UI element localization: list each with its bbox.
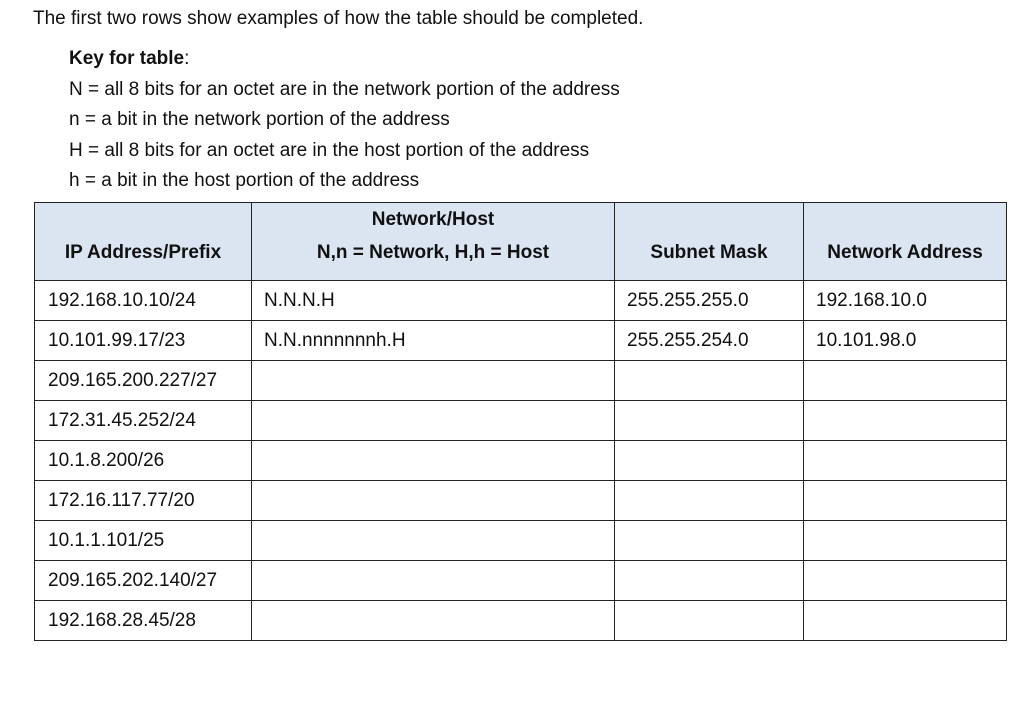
table-row (35, 481, 1007, 521)
cell-network-address[interactable]: 10.101.98.0 (804, 321, 1007, 361)
table-row (35, 521, 1007, 561)
table-row (35, 321, 1007, 361)
cell-network-address[interactable] (804, 561, 1007, 601)
header-ip-prefix: IP Address/Prefix (35, 203, 252, 281)
key-line-H: H = all 8 bits for an octet are in the host portion of the address (69, 139, 590, 161)
cell-ip-prefix: 172.16.117.77/20 (35, 481, 252, 521)
cell-network-host[interactable] (252, 561, 615, 601)
key-line-n: n = a bit in the network portion of the address (69, 109, 450, 130)
cell-network-address[interactable] (804, 601, 1007, 641)
table-row (35, 401, 1007, 441)
cell-network-address[interactable] (804, 361, 1007, 401)
key-colon: : (184, 48, 190, 69)
cell-network-host[interactable] (252, 521, 615, 561)
cell-subnet-mask[interactable] (615, 561, 804, 601)
table-row (35, 361, 1007, 401)
cell-ip-prefix: 10.1.8.200/26 (35, 441, 252, 481)
header-network-host-line2: N,n = Network, H,h = Host (316, 242, 550, 263)
cell-ip-prefix: 209.165.202.140/27 (35, 561, 252, 601)
table-row (35, 601, 1007, 641)
key-line-h: h = a bit in the host portion of the address (69, 170, 420, 191)
key-title: Key for table (69, 48, 185, 69)
cell-subnet-mask[interactable] (615, 361, 804, 401)
header-network-host (252, 203, 615, 281)
cell-ip-prefix: 172.31.45.252/24 (35, 401, 252, 441)
cell-ip-prefix: 192.168.28.45/28 (35, 601, 252, 641)
cell-network-host[interactable] (252, 441, 615, 481)
cell-subnet-mask[interactable]: 255.255.254.0 (615, 321, 804, 361)
table-key (69, 44, 620, 197)
table-row (35, 441, 1007, 481)
cell-network-host[interactable] (252, 601, 615, 641)
cell-network-host[interactable] (252, 361, 615, 401)
header-subnet-mask: Subnet Mask (615, 203, 804, 281)
cell-subnet-mask[interactable] (615, 601, 804, 641)
cell-ip-prefix: 10.1.1.101/25 (35, 521, 252, 561)
table-header-row (35, 203, 1007, 281)
cell-ip-prefix: 10.101.99.17/23 (35, 321, 252, 361)
subnet-table (34, 202, 1007, 641)
cell-ip-prefix: 209.165.200.227/27 (35, 361, 252, 401)
cell-network-host[interactable] (252, 481, 615, 521)
cell-network-address[interactable] (804, 401, 1007, 441)
cell-subnet-mask[interactable] (615, 521, 804, 561)
cell-subnet-mask[interactable]: 255.255.255.0 (615, 281, 804, 321)
cell-network-address[interactable] (804, 441, 1007, 481)
cell-network-host[interactable] (252, 401, 615, 441)
table-row (35, 281, 1007, 321)
cell-network-address[interactable] (804, 481, 1007, 521)
key-line-N: N = all 8 bits for an octet are in the network portion of the address (69, 78, 620, 100)
table-row (35, 561, 1007, 601)
cell-network-host[interactable]: N.N.nnnnnnnh.H (252, 321, 615, 361)
cell-network-address[interactable]: 192.168.10.0 (804, 281, 1007, 321)
cell-ip-prefix: 192.168.10.10/24 (35, 281, 252, 321)
header-network-address: Network Address (804, 203, 1007, 281)
cell-network-host[interactable]: N.N.N.H (252, 281, 615, 321)
key-heading (69, 44, 620, 75)
cell-subnet-mask[interactable] (615, 481, 804, 521)
intro-text: The first two rows show examples of how the table should be completed. (33, 8, 644, 29)
cell-subnet-mask[interactable] (615, 441, 804, 481)
cell-subnet-mask[interactable] (615, 401, 804, 441)
header-network-host-line1: Network/Host (371, 209, 495, 230)
cell-network-address[interactable] (804, 521, 1007, 561)
